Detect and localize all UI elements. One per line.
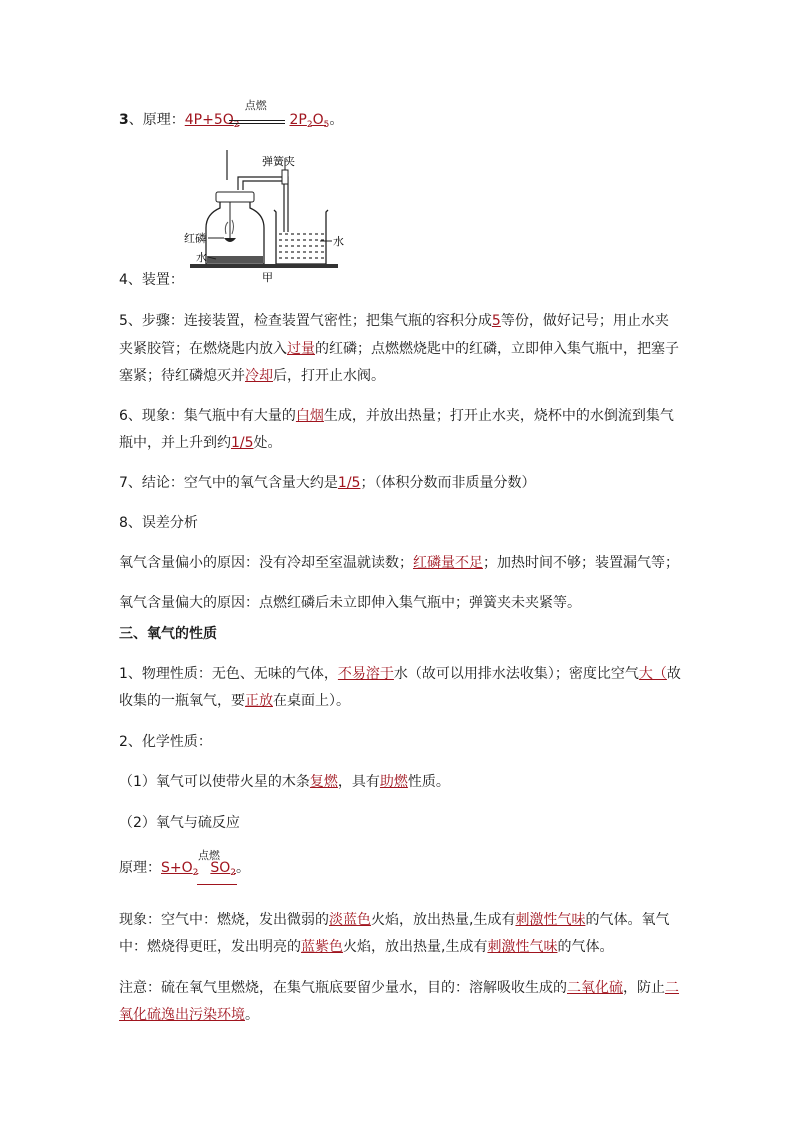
eq-reactants: 4P+5O bbox=[184, 112, 234, 128]
answer: 白烟 bbox=[295, 408, 324, 424]
answer: 红磷量不足 bbox=[413, 555, 483, 571]
text: 处。 bbox=[253, 435, 282, 451]
text: 火焰，放出热量,生成有 bbox=[371, 912, 516, 928]
text: 7、结论：空气中的氧气含量大约是 bbox=[119, 475, 338, 491]
answer: 助燃 bbox=[379, 774, 408, 790]
text: 生成，并放出热量；打开止水夹，烧杯中的水倒流到集气 bbox=[323, 408, 674, 424]
subscript: 2 bbox=[192, 868, 199, 878]
physical-properties-line-1 bbox=[119, 664, 681, 684]
text: 6、现象：集气瓶中有大量的 bbox=[119, 408, 296, 424]
text: 在桌面上）。 bbox=[273, 693, 350, 709]
answer: 大（ bbox=[638, 666, 667, 682]
text: ，防止 bbox=[623, 980, 665, 996]
period: 。 bbox=[329, 112, 344, 128]
eq-product-o: O bbox=[312, 112, 324, 128]
answer: 蓝紫色 bbox=[301, 939, 343, 955]
text: 收集的一瓶氧气，要 bbox=[119, 693, 245, 709]
text: 。 bbox=[245, 1007, 259, 1023]
chem-item-2: （2）氧气与硫反应 bbox=[119, 815, 240, 831]
steps-line-3 bbox=[119, 366, 385, 386]
answer: 冷却 bbox=[245, 368, 273, 384]
chemical-properties-title: 2、化学性质： bbox=[119, 734, 212, 750]
text: 氧气含量偏小的原因：没有冷却至室温就读数； bbox=[119, 555, 413, 571]
answer: 二氧化硫 bbox=[567, 980, 623, 996]
text: 夹紧胶管；在燃烧匙内放入 bbox=[119, 341, 287, 357]
note-line-2 bbox=[119, 1005, 259, 1025]
answer: 二 bbox=[665, 980, 679, 996]
phenomenon-line-1 bbox=[119, 406, 674, 426]
table-surface bbox=[190, 264, 338, 268]
text: 等份，做好记号；用止水夹 bbox=[500, 313, 669, 329]
subscript: 5 bbox=[323, 120, 330, 130]
figure-caption: 甲 bbox=[262, 271, 273, 284]
text: 性质。 bbox=[407, 774, 450, 790]
subscript: 2 bbox=[233, 120, 240, 130]
text: 水（故可以用排水法收集）；密度比空气 bbox=[393, 666, 639, 682]
error-big-reasons: 氧气含量偏大的原因：点燃红磷后未立即伸入集气瓶中；弹簧夹未夹紧等。 bbox=[119, 595, 581, 611]
physical-properties-line-2 bbox=[119, 691, 350, 711]
eq-condition: 点燃 bbox=[244, 99, 267, 112]
period: 。 bbox=[236, 860, 251, 876]
text: 的气体。氧气 bbox=[585, 912, 670, 928]
text: 火焰，放出热量,生成有 bbox=[343, 939, 488, 955]
flame-lines bbox=[225, 220, 233, 234]
bottle-water bbox=[207, 256, 263, 263]
text: 5、步骤：连接装置，检查装置气密性；把集气瓶的容积分成 bbox=[119, 313, 492, 329]
sulfur-phenomenon-line-1 bbox=[119, 910, 669, 930]
text: 的红磷；点燃燃烧匙中的红磷，立即伸入集气瓶中，把塞子 bbox=[315, 341, 679, 357]
bottle-water-label: 水 bbox=[196, 251, 207, 264]
clamp-label: 弹簧夹 bbox=[262, 155, 295, 168]
item-label: 、原理： bbox=[128, 112, 185, 128]
steps-line-2 bbox=[119, 339, 679, 359]
text: ，具有 bbox=[337, 774, 380, 790]
phosphorus-equation bbox=[184, 99, 330, 130]
error-analysis-title: 8、误差分析 bbox=[119, 515, 198, 531]
answer: 不易溶于 bbox=[337, 666, 394, 682]
sulfur-equation bbox=[161, 849, 237, 878]
apparatus-figure bbox=[180, 150, 350, 285]
text: ；（体积分数而非质量分数） bbox=[360, 475, 536, 491]
answer: 过量 bbox=[287, 341, 315, 357]
phenomenon-line-2 bbox=[119, 433, 282, 453]
text: 故 bbox=[666, 666, 681, 682]
eq-product: 2P bbox=[289, 112, 307, 128]
text: 的气体。 bbox=[557, 939, 614, 955]
note-line-1 bbox=[119, 978, 679, 998]
text: 后，打开止水阀。 bbox=[273, 368, 385, 384]
answer: 氧化硫逸出污染环境 bbox=[119, 1007, 245, 1023]
text: （1）氧气可以使带火星的木条 bbox=[119, 774, 310, 790]
sulfur-phenomenon-line-2 bbox=[119, 937, 613, 957]
answer: 1/5 bbox=[337, 475, 361, 491]
subscript: 2 bbox=[230, 868, 237, 878]
answer: 复燃 bbox=[309, 774, 338, 790]
combustion-spoon bbox=[224, 238, 236, 242]
conclusion bbox=[119, 473, 535, 493]
text: 瓶中，并上升到约 bbox=[119, 435, 231, 451]
text: 塞紧；待红磷熄灭并 bbox=[119, 368, 245, 384]
eq-product: SO bbox=[210, 860, 231, 876]
error-small-reasons bbox=[119, 553, 679, 573]
answer: 刺激性气味 bbox=[487, 939, 558, 955]
section-title-oxygen-properties: 三、氧气的性质 bbox=[119, 626, 217, 642]
answer: 淡蓝色 bbox=[329, 912, 371, 928]
gas-bottle bbox=[206, 202, 264, 264]
text: ；加热时间不够；装置漏气等； bbox=[483, 555, 679, 571]
principle-phosphorus bbox=[119, 99, 344, 130]
subscript: 2 bbox=[306, 120, 313, 130]
text: 注意：硫在氧气里燃烧，在集气瓶底要留少量水，目的：溶解吸收生成的 bbox=[119, 980, 567, 996]
text: 现象：空气中：燃烧，发出微弱的 bbox=[119, 912, 329, 928]
text: 中：燃烧得更旺，发出明亮的 bbox=[119, 939, 301, 955]
eq-double-line bbox=[229, 120, 285, 124]
spring-clamp-icon bbox=[282, 170, 288, 184]
principle-sulfur bbox=[119, 849, 251, 878]
eq-underline bbox=[197, 884, 237, 887]
item-number: 3 bbox=[119, 112, 129, 128]
phosphorus-label: 红磷 bbox=[184, 232, 206, 245]
eq-reactants: S+O bbox=[161, 860, 193, 876]
text: 1、物理性质：无色、无味的气体， bbox=[119, 666, 338, 682]
principle-label: 原理： bbox=[119, 860, 161, 876]
answer: 1/5 bbox=[231, 435, 254, 451]
answer: 5 bbox=[491, 313, 501, 329]
eq-condition: 点燃 bbox=[198, 849, 220, 862]
chem-item-1 bbox=[119, 772, 450, 792]
apparatus-label: 4、装置： bbox=[119, 272, 184, 288]
beaker-water-label: 水 bbox=[333, 235, 344, 248]
stopper bbox=[216, 192, 254, 202]
answer: 刺激性气味 bbox=[515, 912, 586, 928]
steps-line-1 bbox=[119, 311, 669, 331]
answer: 正放 bbox=[245, 693, 273, 709]
